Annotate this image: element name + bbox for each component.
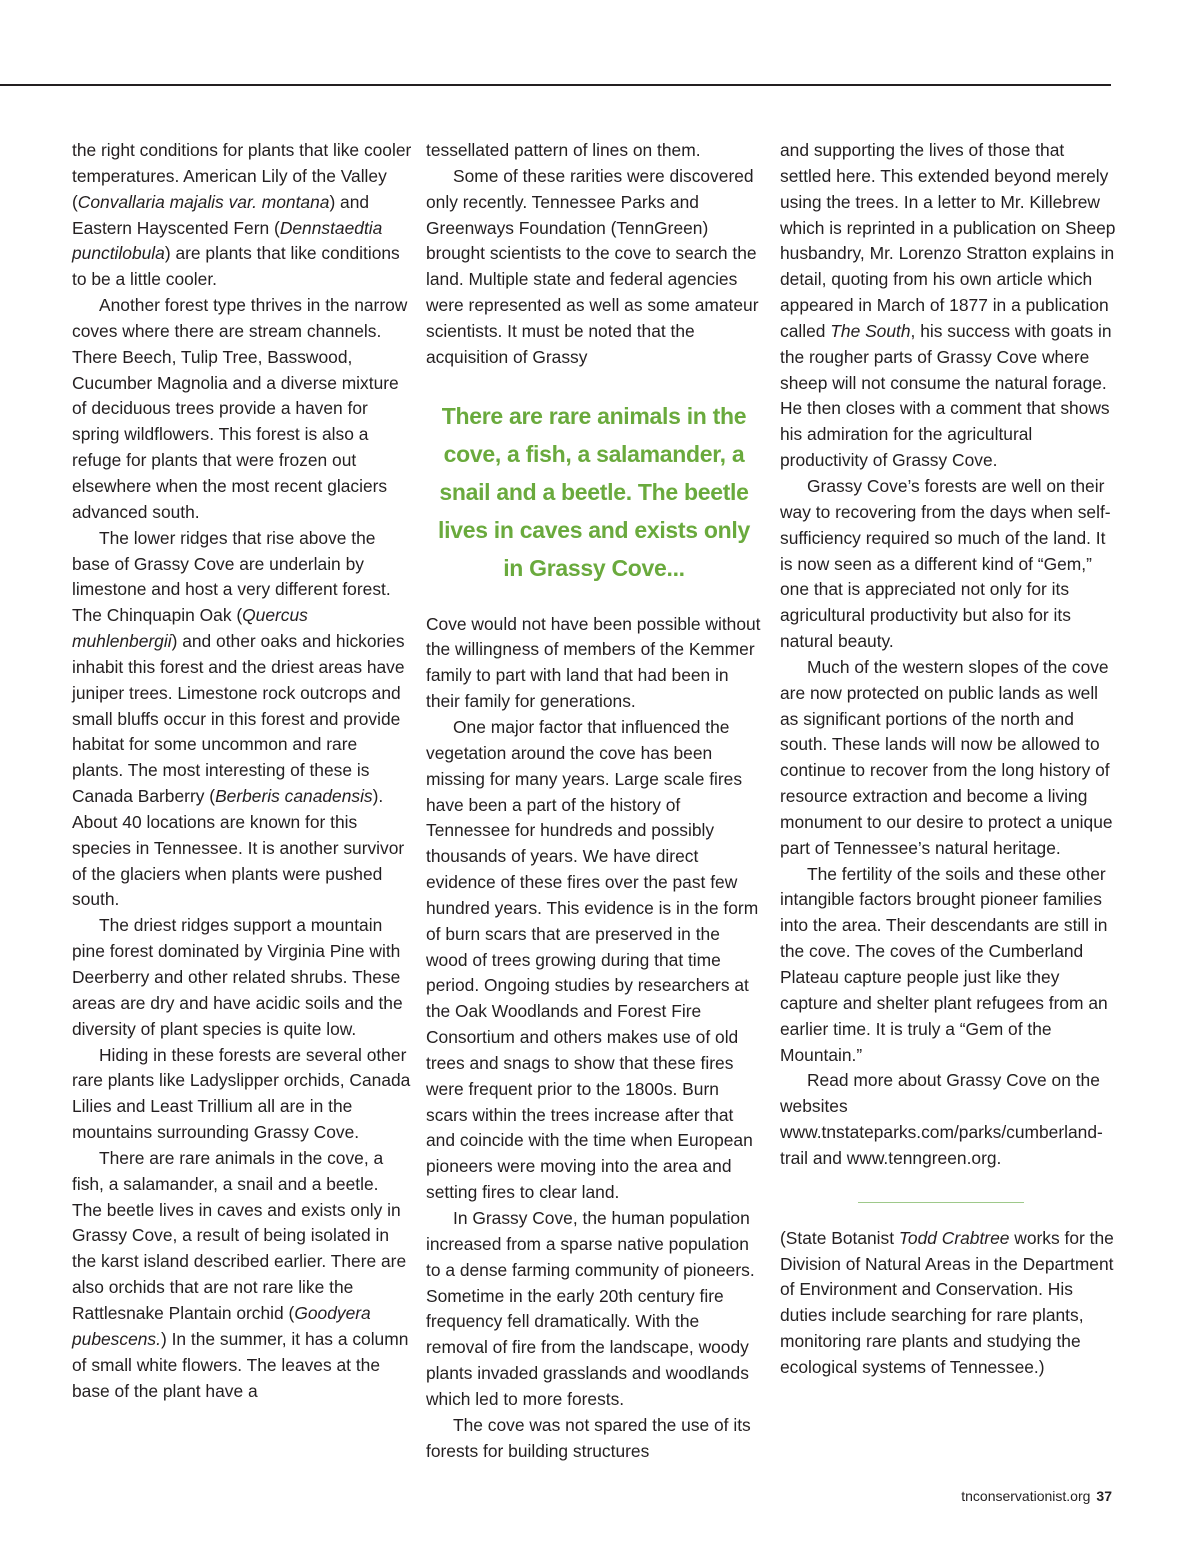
italic-text: Dennstaedtia punctilobula (72, 217, 383, 264)
text-run: (State Botanist (780, 1227, 899, 1248)
italic-text: Convallaria majalis var. montana (77, 191, 330, 212)
article-column-2 (426, 138, 762, 1464)
text-run: tessellated pattern of lines on them. (426, 140, 701, 160)
text-run: ). About 40 locations are known for this species in Tennessee. It is another survivor of the glaciers when plants were pushed south. (72, 786, 405, 910)
text-run: Grassy Cove’s forests are well on their way to recovering from the days when self-sufficiency required so much of the land. It is now seen as a different kind of “Gem,” one that is appreciated not only for its agricultural productivity but also for its natural beauty. (780, 475, 1111, 652)
text-run: ) and other oaks and hickories inhabit this forest and the driest areas have juniper trees. Limestone rock outcrops and small bluffs occur in this forest and provide habitat for some uncommon and rare plants. The most interesting of these is Canada Barberry ( (72, 631, 405, 807)
text-run: and supporting the lives of those that settled here. This extended beyond merely using the trees. In a letter to Mr. Killebrew which is reprinted in a publication on Sheep husbandry, Mr. Lorenzo Stratton explains in detail, quoting from his own article which appeared in March of 1877 in a publication called (780, 140, 1116, 341)
paragraph (780, 655, 1116, 862)
text-run: The cove was not spared the use of its forests for building structures (426, 1414, 751, 1461)
page-number: 37 (1096, 1488, 1112, 1504)
article-column-3 (780, 138, 1116, 1381)
paragraph (72, 913, 412, 1042)
text-run: The fertility of the soils and these other intangible factors brought pioneer families into the area. Their descendants are still in the cove. The coves of the Cumberland Plateau capture people just like they capture and shelter plant refugees from an earlier time. It is truly a “Gem of the Mountain.” (780, 863, 1108, 1065)
paragraph (426, 138, 762, 164)
text-run: ) are plants that like conditions to be a little cooler. (72, 243, 400, 290)
paragraph (426, 1206, 762, 1413)
text-run: Much of the western slopes of the cove are now protected on public lands as well as significant portions of the north and south. These lands will now be allowed to continue to recover from the long history of resource extraction and become a living monument to our desire to protect a unique part of Tennessee’s natural heritage. (780, 656, 1113, 858)
text-run: works for the Division of Natural Areas in the Department of Environment and Conservation. His duties include searching for rare plants, monitoring rare plants and studying the ecological systems of Tennessee.) (780, 1227, 1114, 1377)
text-run: One major factor that influenced the vegetation around the cove has been missing for many years. Large scale fires have been a part of the history of Tennessee for hundreds and possibly thousands of years. We have direct evidence of these fires over the past few hundred years. This evidence is in the form of burn scars that are preserved in the wood of trees growing during that time period. Ongoing studies by researchers at the Oak Woodlands and Forest Fire Consortium and others makes use of old trees and snags to show that these fires were frequent prior to the 1800s. Burn scars within the trees increase after that and coincide with the time when European pioneers were moving into the area and setting fires to clear land. (426, 716, 759, 1203)
text-run: The driest ridges support a mountain pine forest dominated by Virginia Pine with Deerberry and other related shrubs. These areas are dry and have acidic soils and the diversity of plant species is quite low. (72, 915, 403, 1039)
text-run: , his success with goats in the rougher parts of Grassy Cove where sheep will not consume the natural forage. He then closes with a comment that shows his admiration for the agricultural productivity of Grassy Cove. (780, 320, 1112, 471)
pull-quote: There are rare animals in the cove, a fish, a salamander, a snail and a beetle. The beetle lives in caves and exists only in Grassy Cove... (438, 402, 750, 581)
article-column-1 (72, 138, 412, 1404)
paragraph (780, 862, 1116, 1069)
top-rule (0, 84, 1111, 86)
italic-text: Todd Crabtree (898, 1227, 1010, 1248)
text-run: Cove would not have been possible without the willingness of members of the Kemmer family to part with land that had been in their family for generations. (426, 613, 761, 712)
paragraph (780, 138, 1116, 474)
text-run: ) and Eastern Hayscented Fern ( (72, 191, 370, 238)
section-divider (858, 1202, 1024, 1203)
text-run: In Grassy Cove, the human population increased from a sparse native population to a dense farming community of pioneers. Sometime in the early 20th century fire frequency fell dramatically. With the removal of fire from the landscape, woody plants invaded grasslands and woodlands which led to more forests. (426, 1208, 755, 1409)
text-run: Read more about Grassy Cove on the websites www.tnstateparks.com/parks/cumberland-trail and www.tenngreen.org. (780, 1070, 1103, 1168)
paragraph (72, 526, 412, 914)
text-run: ) In the summer, it has a column of small white flowers. The leaves at the base of the plant have a (72, 1328, 409, 1401)
text-run: Hiding in these forests are several other rare plants like Ladyslipper orchids, Canada Lilies and Least Trillium all are in the mountains surrounding Grassy Cove. (72, 1044, 411, 1143)
text-run: The lower ridges that rise above the base of Grassy Cove are underlain by limestone and host a very different forest. The Chinquapin Oak ( (72, 527, 391, 626)
paragraph (426, 612, 762, 715)
author-bio (780, 1226, 1116, 1381)
text-run: Some of these rarities were discovered only recently. Tennessee Parks and Greenways Foundation (TennGreen) brought scientists to the cove to search the land. Multiple state and federal agencies were represented as well as some amateur scientists. It must be noted that the acquisition of Grassy (426, 165, 759, 367)
paragraph (780, 1068, 1116, 1171)
italic-text: Quercus muhlenbergii (72, 605, 308, 652)
text-run: There are rare animals in the cove, a fish, a salamander, a snail and a beetle. The beetle lives in caves and exists only in Grassy Cove, a result of being isolated in the karst island described earlier. There are also orchids that are not rare like the Rattlesnake Plantain orchid ( (72, 1147, 407, 1323)
paragraph (72, 293, 412, 526)
paragraph (426, 1413, 762, 1465)
footer-site: tnconservationist.org (961, 1488, 1091, 1504)
italic-text: Goodyera pubescens. (72, 1302, 371, 1349)
text-run: Another forest type thrives in the narrow coves where there are stream channels. There Beech, Tulip Tree, Basswood, Cucumber Magnolia and a diverse mixture of deciduous trees provide a haven for spring wildflowers. This forest is also a refuge for plants that were frozen out elsewhere when the most recent glaciers advanced south. (72, 295, 408, 522)
text-run: the right conditions for plants that like cooler temperatures. American Lily of the Valley ( (72, 140, 412, 212)
italic-text: The South (830, 320, 911, 341)
paragraph (780, 474, 1116, 655)
paragraph (426, 164, 762, 371)
paragraph (72, 138, 412, 293)
italic-text: Berberis canadensis (215, 786, 373, 807)
paragraph (72, 1043, 412, 1146)
page-footer (961, 1488, 1112, 1504)
paragraph (72, 1146, 412, 1404)
paragraph (426, 715, 762, 1206)
